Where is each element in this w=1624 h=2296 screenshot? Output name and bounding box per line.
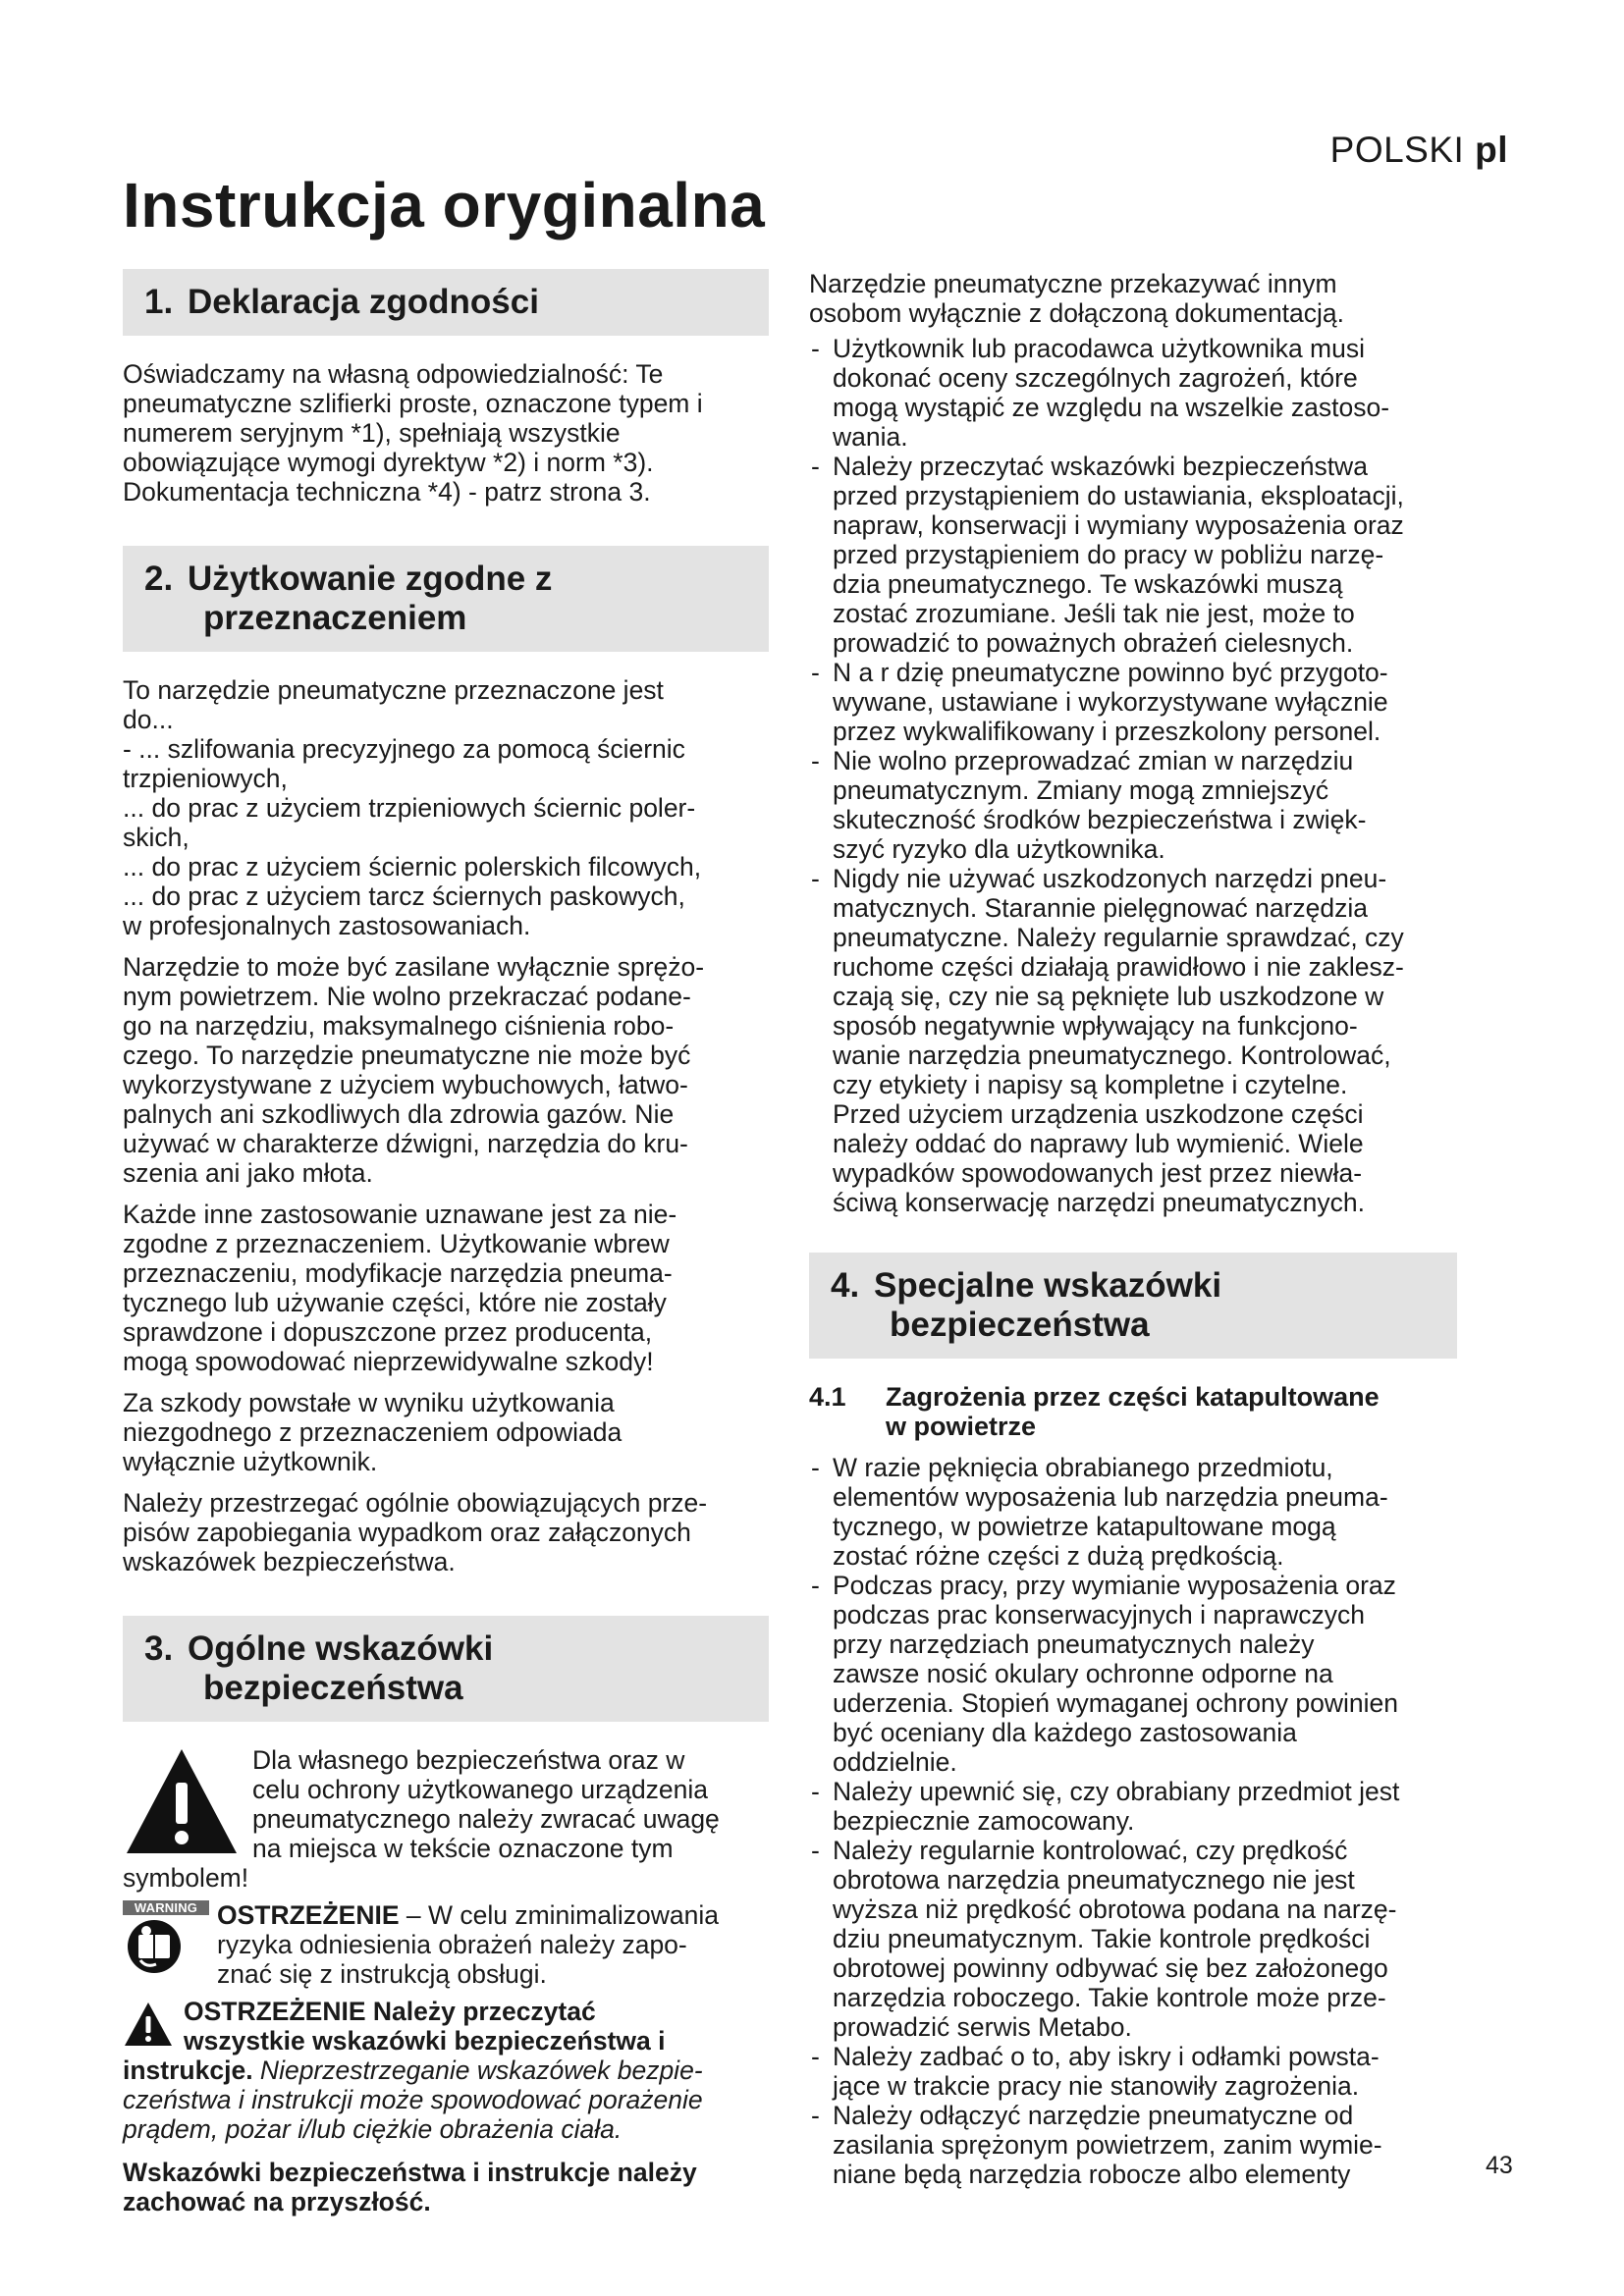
warning-triangle-icon — [123, 1745, 241, 1857]
air-supply-text: Narzędzie to może być zasilane wyłącznie sprężo- nym powietrzem. Nie wolno przekraczać podane- go na narzędziu, maksymalnego ciśnienia robo- czego. To narzędzie pneumatyczne nie może być wykorzystywane z użyciem wybuchowych, łatwo- palnych ani szkodliwych dla zdrowia gazów. Nie używać w charakterze dźwigni, narzędzia do kru- szenia ani jako młota. — [123, 952, 705, 1188]
list-item: - W razie pęknięcia obrabianego przedmiotu, elementów wyposażenia lub narzędzia pneuma- tycznego, w powietrze katapultowane mogą zostać różne części z dużą prędkością. — [809, 1453, 1457, 1571]
read-manual-warning: WARNING OSTRZEŻENIE – W celu zminimalizowania ryzyka odniesienia obrażeń należy zapo- znać się z instrukcją obsługi. — [123, 1900, 769, 1989]
intended-use-text: To narzędzie pneumatyczne przeznaczone jest do... - ... szlifowania precyzyjnego za pomocą ściernic trzpieniowych, ... do prac z użyciem trzpieniowych ściernic poler- skich, ... do prac z użyciem ściernic polerskich filcowych, ... do prac z użyciem tarcz ściernych paskowych, w profesjonalnych zastosowaniach. — [123, 675, 702, 940]
language-code: pl — [1475, 130, 1508, 170]
list-item: - N a r dzię pneumatyczne powinno być przygoto- wywane, ustawiane i wykorzystywane wyłącznie przez wykwalifikowany i przeszkolony personel. — [809, 658, 1457, 746]
section-1-heading: 1. Deklaracja zgodności — [123, 269, 769, 336]
misuse-text: Każde inne zastosowanie uznawane jest za nie- zgodne z przeznaczeniem. Użytkowanie wbrew przeznaczeniu, modyfikacje narzędzia pneuma- tycznego lub używanie części, które nie zostały sprawdzone i dopuszczone przez producenta, mogą spowodować nieprzewidywalne szkody! — [123, 1200, 677, 1376]
list-item: - Należy regularnie kontrolować, czy prędkość obrotowa narzędzia pneumatycznego nie jest wyższa niż prędkość obrotowa podana na narzę- dziu pneumatycznym. Takie kontrole prędkości obrotowej powinny odbywać się bez założonego narzędzia roboczego. Takie kontrole może prze- prowadzić serwis Metabo. — [809, 1836, 1457, 2042]
list-item: - Należy przeczytać wskazówki bezpieczeństwa przed przystąpieniem do ustawiania, eksploatacji, napraw, konserwacji i wymiany wyposażenia oraz przed przystąpieniem do pracy w pobliżu narzę- dzia pneumatycznego. Te wskazówki muszą zostać zrozumiane. Jeśli tak nie jest, może to prowadzić to poważnych obrażeń cielesnych. — [809, 452, 1457, 658]
general-safety-list — [809, 334, 1457, 1217]
read-manual-icon: WARNING — [123, 1900, 209, 1974]
list-item: - Podczas pracy, przy wymianie wyposażenia oraz podczas prac konserwacyjnych i naprawczych przy narzędziach pneumatycznych należy zawsze nosić okulary ochronne odporne na uderzenia. Stopień wymaganej ochrony powinien być oceniany dla każdego zastosowania oddzielnie. — [809, 1571, 1457, 1777]
symbol-note: Dla własnego bezpieczeństwa oraz w celu ochrony użytkowanego urządzenia pneumatycznego należy zwracać uwagę na miejsca w tekście oznaczone tym symbolem! — [123, 1745, 720, 1893]
documentation-transfer-text: Narzędzie pneumatyczne przekazywać innym osobom wyłącznie z dołączoną dokumentacją. — [809, 269, 1345, 328]
page-number: 43 — [1486, 2152, 1513, 2179]
liability-text: Za szkody powstałe w wyniku użytkowania niezgodnego z przeznaczeniem odpowiada wyłącznie użytkownik. — [123, 1388, 623, 1476]
list-item: - Należy upewnić się, czy obrabiany przedmiot jest bezpiecznie zamocowany. — [809, 1777, 1457, 1836]
language-indicator — [1330, 130, 1508, 171]
list-item: - Nie wolno przeprowadzać zmian w narzędziu pneumatycznym. Zmiany mogą zmniejszyć skuteczność środków bezpieczeństwa i zwięk- szyć ryzyko dla użytkownika. — [809, 746, 1457, 864]
warning-small-triangle-icon — [123, 2001, 174, 2048]
regulations-text: Należy przestrzegać ogólnie obowiązujących prze- pisów zapobiegania wypadkom oraz załączonych wskazówek bezpieczeństwa. — [123, 1488, 708, 1576]
read-all-warning: OSTRZEŻENIE Należy przeczytać wszystkie wskazówki bezpieczeństwa i instrukcje. Nieprzestrzeganie wskazówek bezpie- czeństwa i instrukcji może spowodować porażenie prądem, pożar i/lub ciężkie obrażenia ciała. — [123, 1997, 703, 2144]
projectile-hazard-list — [809, 1453, 1457, 2189]
declaration-text: Oświadczamy na własną odpowiedzialność: Te pneumatyczne szlifierki proste, oznaczone typem i numerem seryjnym *1), spełniają wszystkie obowiązujące wymogi dyrektyw *2) i norm *3). Dokumentacja techniczna *4) - patrz strona 3. — [123, 359, 703, 507]
document-title: Instrukcja oryginalna — [123, 170, 766, 240]
section-3-heading: 3. Ogólne wskazówki bezpieczeństwa — [123, 1616, 769, 1722]
list-item: - Należy zadbać o to, aby iskry i odłamki powsta- jące w trakcie pracy nie stanowiły zagrożenia. — [809, 2042, 1457, 2101]
list-item: - Nigdy nie używać uszkodzonych narzędzi pneu- matycznych. Starannie pielęgnować narzędzia pneumatyczne. Należy regularnie sprawdzać, czy ruchome części działają prawidłowo i nie zaklesz- czają się, czy nie są pęknięte lub uszkodzone w sposób negatywnie wpływający na funkcjono- wanie narzędzia pneumatycznego. Kontrolować, czy etykiety i napisy są kompletne i czytelne. Przed użyciem urządzenia uszkodzone części należy oddać do naprawy lub wymienić. Wiele wypadków spowodowanych jest przez niewła- ściwą konserwację narzędzi pneumatycznych. — [809, 864, 1457, 1217]
language-name: POLSKI — [1329, 130, 1465, 170]
list-item: - Należy odłączyć narzędzie pneumatyczne od zasilania sprężonym powietrzem, zanim wymie- niane będą narzędzia robocze albo elementy — [809, 2101, 1457, 2189]
section-2-heading: 2. Użytkowanie zgodne z przeznaczeniem — [123, 546, 769, 652]
right-column — [809, 269, 1457, 2189]
left-column — [123, 269, 769, 2228]
section-4-heading: 4. Specjalne wskazówki bezpieczeństwa — [809, 1253, 1457, 1359]
keep-instructions-text: Wskazówki bezpieczeństwa i instrukcje należy zachować na przyszłość. — [123, 2158, 697, 2216]
list-item: - Użytkownik lub pracodawca użytkownika musi dokonać oceny szczególnych zagrożeń, które mogą wystąpić ze względu na wszelkie zastoso- wania. — [809, 334, 1457, 452]
subsection-4-1-heading: 4.1 Zagrożenia przez części katapultowane w powietrze — [809, 1382, 1380, 1441]
